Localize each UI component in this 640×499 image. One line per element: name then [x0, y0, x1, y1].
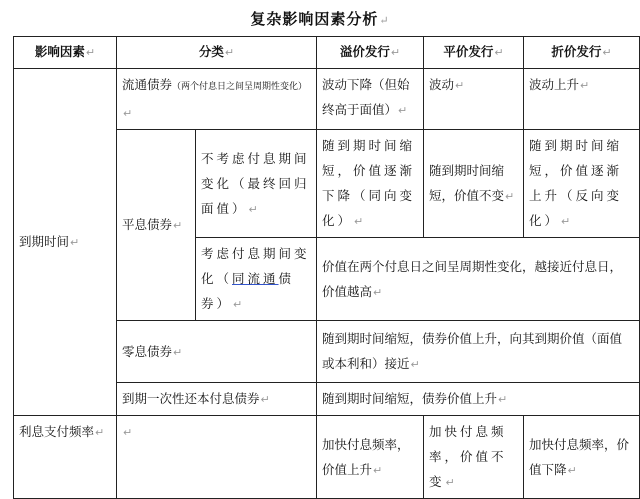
- paragraph-mark: ↵: [379, 14, 390, 27]
- header-discount: 折价发行↵: [524, 37, 640, 69]
- cell-no-period-par: 随到期时间缩短，价值不变↵: [424, 130, 524, 238]
- cell-perpetual-par: 波动↵: [424, 69, 524, 130]
- cell-perpetual-discount: 波动上升↵: [524, 69, 640, 130]
- category-level-interest: 平息债券↵: [117, 130, 196, 321]
- header-factor: 影响因素↵: [14, 37, 117, 69]
- factor-frequency: 利息支付频率↵: [14, 416, 117, 499]
- category-zero-coupon: 零息债券↵: [117, 321, 317, 383]
- cell-frequency-discount: 加快付息频率，价值下降↵: [524, 416, 640, 499]
- cell-frequency-premium: 加快付息频率，价值上升↵: [317, 416, 424, 499]
- cell-bullet-value: 随到期时间缩短，债券价值上升↵: [317, 383, 640, 416]
- category-perpetual: 流通债券（两个付息日之间呈周期性变化）↵: [117, 69, 317, 130]
- cell-no-period-premium: 随到期时间缩短，价值逐渐下降（同向变化）↵: [317, 130, 424, 238]
- subcategory-with-period: 考虑付息期间变化（同流通债券）↵: [196, 238, 317, 321]
- header-row: [14, 37, 640, 69]
- analysis-table: [13, 36, 640, 499]
- table-row: [14, 69, 640, 130]
- category-frequency: ↵: [117, 416, 317, 499]
- category-bullet: 到期一次性还本付息债券↵: [117, 383, 317, 416]
- header-category: 分类↵: [117, 37, 317, 69]
- subcategory-no-period: 不考虑付息期间变化（最终回归面值）↵: [196, 130, 317, 238]
- cell-with-period-value: 价值在两个付息日之间呈周期性变化，越接近付息日，价值越高↵: [317, 238, 640, 321]
- title-text: 复杂影响因素分析: [250, 10, 379, 28]
- cell-no-period-discount: 随到期时间缩短，价值逐渐上升（反向变化）↵: [524, 130, 640, 238]
- document-title: [0, 8, 640, 29]
- table-row: [14, 416, 640, 499]
- cell-zero-coupon-value: 随到期时间缩短，债券价值上升，向其到期价值（面值或本利和）接近↵: [317, 321, 640, 383]
- factor-maturity: 到期时间↵: [14, 69, 117, 416]
- cell-perpetual-premium: 波动下降（但始终高于面值）↵: [317, 69, 424, 130]
- cell-frequency-par: 加快付息频率，价值不变↵: [424, 416, 524, 499]
- header-premium: 溢价发行↵: [317, 37, 424, 69]
- header-par: 平价发行↵: [424, 37, 524, 69]
